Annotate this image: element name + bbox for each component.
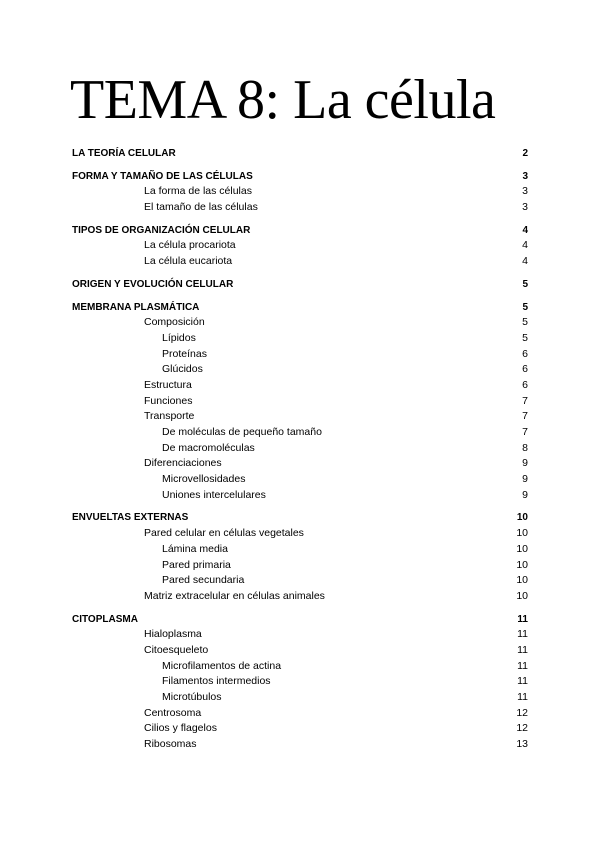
toc-entry-page-number: 11: [517, 613, 528, 625]
toc-subsection-entry[interactable]: [72, 200, 528, 216]
toc-entry-page-number: 12: [516, 706, 528, 719]
toc-entry-label: Ribosomas: [144, 738, 197, 751]
toc-entry-page-number: 11: [517, 628, 528, 641]
toc-subsubsection-entry[interactable]: [72, 472, 528, 488]
toc-subsubsection-entry[interactable]: [72, 488, 528, 504]
toc-entry-page-number: 10: [516, 542, 528, 555]
toc-entry-page-number: 13: [516, 738, 528, 751]
toc-entry-page-number: 7: [522, 410, 528, 423]
toc-entry-page-number: 6: [522, 363, 528, 376]
toc-entry-label: Transporte: [144, 410, 195, 423]
toc-subsection-entry[interactable]: [72, 254, 528, 270]
toc-entry-label: TIPOS DE ORGANIZACIÓN CELULAR: [72, 224, 251, 236]
toc-entry-page-number: 3: [522, 201, 528, 214]
toc-entry-label: Uniones intercelulares: [162, 488, 266, 501]
toc-entry-page-number: 5: [522, 331, 528, 344]
toc-entry-page-number: 5: [522, 301, 528, 313]
toc-subsection-entry[interactable]: [72, 456, 528, 472]
toc-entry-label: Pared celular en células vegetales: [144, 527, 304, 540]
toc-entry-page-number: 10: [516, 589, 528, 602]
toc-subsection-entry[interactable]: [72, 706, 528, 722]
toc-entry-label: FORMA Y TAMAÑO DE LAS CÉLULAS: [72, 170, 253, 182]
toc-entry-page-number: 10: [516, 574, 528, 587]
toc-subsection-entry[interactable]: [72, 526, 528, 542]
toc-entry-page-number: 3: [522, 185, 528, 198]
toc-subsubsection-entry[interactable]: [72, 558, 528, 574]
toc-entry-page-number: 4: [522, 224, 528, 236]
toc-entry-label: Microvellosidades: [162, 473, 246, 486]
toc-entry-label: El tamaño de las células: [144, 201, 258, 214]
toc-entry-page-number: 7: [522, 426, 528, 438]
toc-entry-label: De moléculas de pequeño tamaño: [162, 426, 322, 438]
toc-entry-label: Centrosoma: [144, 706, 202, 719]
toc-subsubsection-entry[interactable]: [72, 674, 528, 690]
toc-subsubsection-entry[interactable]: [72, 690, 528, 706]
toc-subsubsection-entry[interactable]: [72, 573, 528, 589]
toc-entry-label: De macromoléculas: [162, 441, 255, 454]
toc-entry-label: CITOPLASMA: [72, 613, 138, 625]
toc-entry-label: Diferenciaciones: [144, 457, 222, 470]
toc-entry-label: Pared secundaria: [162, 574, 245, 587]
toc-entry-page-number: 11: [517, 659, 528, 672]
toc-subsection-entry[interactable]: [72, 184, 528, 200]
toc-section-entry[interactable]: [72, 146, 528, 162]
toc-section-entry[interactable]: [72, 612, 528, 628]
toc-entry-label: ORIGEN Y EVOLUCIÓN CELULAR: [72, 278, 234, 290]
toc-subsubsection-entry[interactable]: [72, 441, 528, 457]
toc-section-entry[interactable]: [72, 223, 528, 239]
toc-entry-label: Lámina media: [162, 542, 228, 555]
toc-subsection-entry[interactable]: [72, 737, 528, 753]
toc-subsection-entry[interactable]: [72, 643, 528, 659]
toc-entry-label: Citoesqueleto: [144, 643, 209, 656]
toc-entry-page-number: 9: [522, 457, 528, 470]
toc-entry-page-number: 10: [516, 558, 528, 571]
toc-section-entry[interactable]: [72, 510, 528, 526]
toc-entry-page-number: 9: [522, 488, 528, 501]
toc-section-entry[interactable]: [72, 169, 528, 185]
toc-subsubsection-entry[interactable]: [72, 542, 528, 558]
toc-subsubsection-entry[interactable]: [72, 362, 528, 378]
toc-entry-label: Cilios y flagelos: [144, 722, 217, 735]
toc-entry-page-number: 4: [522, 255, 528, 268]
table-of-contents: [72, 146, 528, 753]
toc-entry-label: Microtúbulos: [162, 691, 222, 703]
toc-entry-page-number: 9: [522, 473, 528, 486]
toc-subsection-entry[interactable]: [72, 627, 528, 643]
toc-entry-page-number: 12: [516, 722, 528, 735]
toc-entry-page-number: 6: [522, 378, 528, 391]
toc-subsection-entry[interactable]: [72, 238, 528, 254]
toc-entry-label: Filamentos intermedios: [162, 675, 271, 688]
toc-section-entry[interactable]: [72, 277, 528, 293]
toc-subsubsection-entry[interactable]: [72, 331, 528, 347]
toc-entry-label: ENVUELTAS EXTERNAS: [72, 512, 189, 524]
toc-subsection-entry[interactable]: [72, 378, 528, 394]
toc-entry-label: Glúcidos: [162, 363, 203, 376]
toc-subsubsection-entry[interactable]: [72, 347, 528, 363]
toc-subsection-entry[interactable]: [72, 409, 528, 425]
toc-entry-label: Estructura: [144, 378, 192, 391]
page-title: TEMA 8: La célula: [70, 69, 496, 131]
toc-subsection-entry[interactable]: [72, 589, 528, 605]
toc-entry-page-number: 7: [522, 394, 528, 407]
toc-entry-page-number: 10: [516, 512, 528, 524]
toc-entry-page-number: 8: [522, 441, 528, 454]
toc-entry-label: Proteínas: [162, 347, 207, 360]
toc-entry-page-number: 5: [522, 316, 528, 329]
toc-entry-page-number: 11: [517, 675, 528, 688]
toc-entry-label: Microfilamentos de actina: [162, 659, 282, 672]
toc-subsection-entry[interactable]: [72, 315, 528, 331]
toc-entry-label: La célula procariota: [144, 239, 236, 252]
toc-entry-page-number: 11: [517, 691, 528, 703]
toc-entry-label: La célula eucariota: [144, 255, 233, 268]
toc-subsection-entry[interactable]: [72, 721, 528, 737]
toc-entry-page-number: 3: [522, 170, 528, 182]
toc-section-entry[interactable]: [72, 300, 528, 316]
toc-entry-page-number: 10: [516, 527, 528, 540]
toc-entry-label: La forma de las células: [144, 185, 252, 198]
toc-entry-label: Matriz extracelular en células animales: [144, 589, 325, 602]
toc-entry-label: Hialoplasma: [144, 628, 202, 641]
toc-entry-page-number: 4: [522, 239, 528, 252]
toc-entry-label: LA TEORÍA CELULAR: [72, 148, 176, 159]
toc-subsection-entry[interactable]: [72, 394, 528, 410]
toc-subsubsection-entry[interactable]: [72, 659, 528, 675]
toc-entry-label: MEMBRANA PLASMÁTICA: [72, 301, 200, 313]
toc-entry-label: Pared primaria: [162, 558, 231, 571]
toc-subsubsection-entry[interactable]: [72, 425, 528, 441]
toc-entry-label: Lípidos: [162, 331, 196, 344]
toc-entry-page-number: 5: [522, 278, 528, 290]
toc-entry-page-number: 11: [517, 643, 528, 656]
toc-entry-page-number: 6: [522, 347, 528, 360]
toc-entry-label: Funciones: [144, 394, 193, 407]
toc-entry-page-number: 2: [522, 148, 528, 159]
toc-entry-label: Composición: [144, 316, 205, 329]
